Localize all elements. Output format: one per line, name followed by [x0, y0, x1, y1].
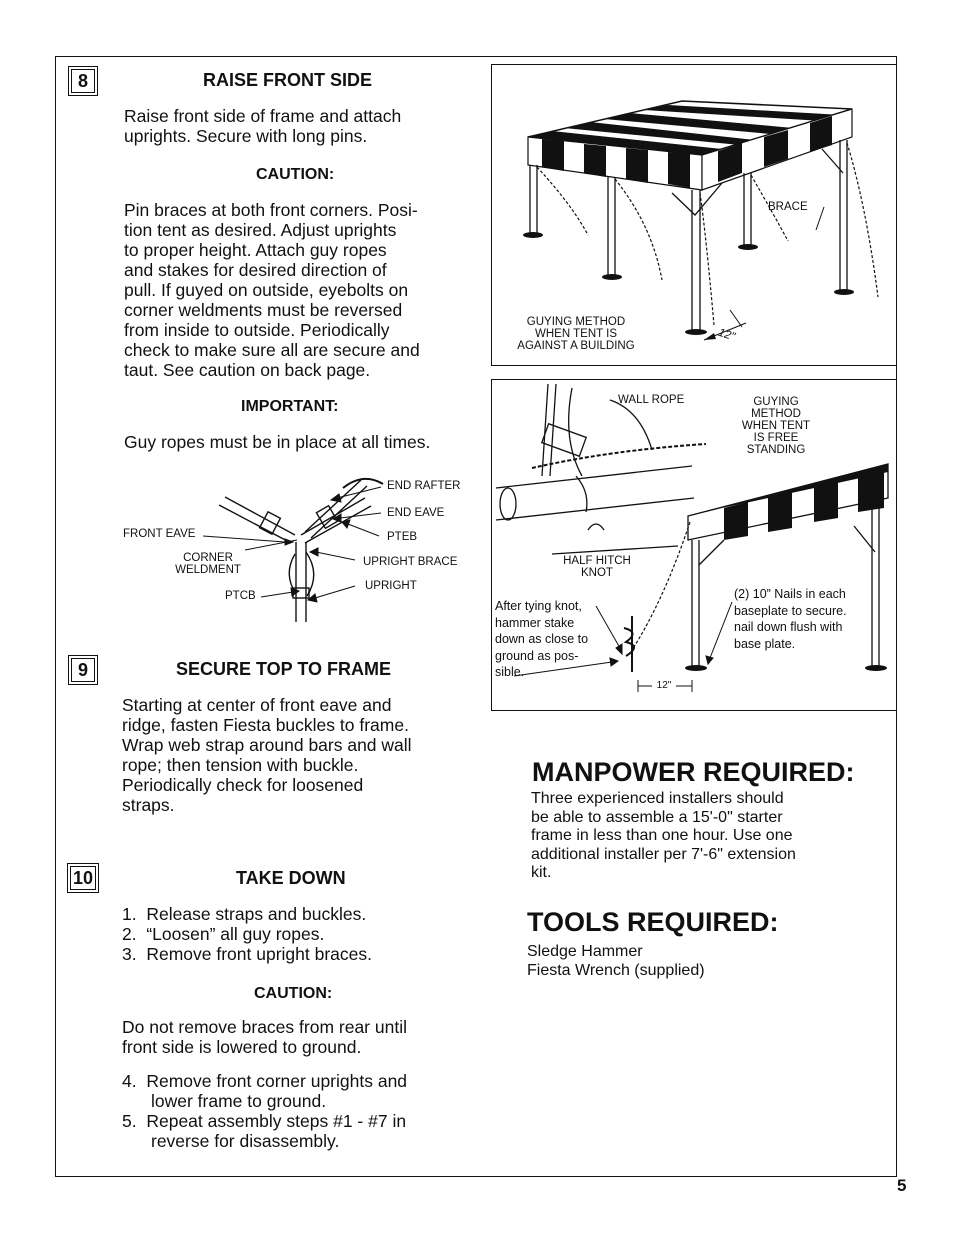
- text-line: Starting at center of front eave and: [122, 695, 392, 715]
- caption-line: IS FREE: [753, 432, 799, 444]
- label-12-inch-free: 12": [652, 680, 676, 692]
- step-8-important-text: Guy ropes must be in place at all times.: [124, 432, 431, 452]
- step-8-intro: [124, 106, 401, 146]
- text-line: from inside to outside. Periodically: [124, 320, 390, 340]
- note-nails: [734, 586, 847, 652]
- note-stake: [495, 598, 588, 681]
- note-line: (2) 10” Nails in each: [734, 587, 846, 601]
- label-brace: BRACE: [768, 201, 808, 213]
- text-line: to proper height. Attach guy ropes: [124, 240, 387, 260]
- label-line: WELDMENT: [175, 564, 241, 576]
- label-upright: UPRIGHT: [365, 580, 417, 592]
- text-line: ridge, fasten Fiesta buckles to frame.: [122, 715, 409, 735]
- text-line: Three experienced installers should: [531, 790, 784, 807]
- step-8-title: RAISE FRONT SIDE: [203, 70, 373, 90]
- text-line: straps.: [122, 795, 175, 815]
- list-text: Remove front upright braces.: [146, 944, 373, 964]
- label-half-hitch-knot: [552, 555, 642, 579]
- label-line: HALF HITCH: [563, 555, 631, 567]
- list-number: 1.: [122, 904, 137, 924]
- caption-line: GUYING METHOD: [526, 316, 626, 328]
- note-line: baseplate to secure.: [734, 603, 847, 618]
- caption-line: WHEN TENT: [741, 420, 811, 432]
- note-line: nail down flush with: [734, 620, 843, 634]
- step-10-caution-text: [122, 1017, 407, 1057]
- tools-title: TOOLS REQUIRED:: [527, 907, 779, 937]
- label-pteb: PTEB: [387, 531, 418, 543]
- caption-free-standing: [730, 396, 822, 456]
- caption-line: STANDING: [746, 444, 806, 456]
- list-text: Remove front corner uprights and: [146, 1071, 408, 1091]
- text-line: Pin braces at both front corners. Posi-: [124, 200, 418, 220]
- label-corner-weldment: [173, 552, 243, 576]
- list-item: [122, 944, 372, 964]
- tool-item: Sledge Hammer: [527, 943, 643, 960]
- text-line: pull. If guyed on outside, eyebolts on: [124, 280, 409, 300]
- list-item: [122, 1111, 407, 1131]
- text-line: Raise front side of frame and attach: [124, 106, 402, 126]
- list-text: “Loosen” all guy ropes.: [146, 924, 325, 944]
- list-number: 4.: [122, 1071, 137, 1091]
- caption-line: WHEN TENT IS: [535, 328, 617, 340]
- label-line: CORNER: [183, 552, 233, 564]
- list-number: 3.: [122, 944, 137, 964]
- step-8-important-title: IMPORTANT:: [241, 398, 339, 415]
- text-line: tion tent as desired. Adjust uprights: [124, 220, 397, 240]
- step-10-list-b: [122, 1071, 407, 1151]
- note-line: base plate.: [734, 636, 796, 651]
- step-10-caution-title: CAUTION:: [254, 985, 333, 1002]
- label-line: KNOT: [581, 567, 613, 579]
- page-number: 5: [897, 1176, 907, 1195]
- step-10-number-box: 10: [67, 863, 99, 893]
- caption-line: GUYING: [753, 396, 799, 408]
- list-item-continued: reverse for disassembly.: [151, 1131, 340, 1151]
- manpower-text: [531, 790, 796, 883]
- tools-list: [527, 943, 705, 980]
- text-line: Periodically check for loosened: [122, 775, 364, 795]
- text-line: be able to assemble a 15'-0" starter: [531, 808, 783, 826]
- label-front-eave: FRONT EAVE: [123, 528, 196, 540]
- text-line: additional installer per 7'-6" extension: [531, 845, 796, 863]
- text-line: check to make sure all are secure and: [124, 340, 420, 360]
- step-9-text: [122, 695, 412, 815]
- list-text: Repeat assembly steps #1 - #7 in: [146, 1111, 407, 1131]
- text-line: rope; then tension with buckle.: [122, 755, 359, 775]
- note-line: sible.: [495, 665, 525, 679]
- figure-guying-free-standing: [491, 379, 897, 711]
- text-line: and stakes for desired direction of: [124, 260, 387, 280]
- manpower-title: MANPOWER REQUIRED:: [532, 757, 855, 787]
- label-ptcb: PTCB: [225, 590, 256, 602]
- corner-weldment-diagram: [115, 470, 485, 630]
- list-item: [122, 924, 372, 944]
- caption-line: METHOD: [751, 408, 801, 420]
- text-line: Wrap web strap around bars and wall: [122, 735, 412, 755]
- figure-guying-against-building: [491, 64, 897, 366]
- label-end-eave: END EAVE: [387, 507, 445, 519]
- list-number: 2.: [122, 924, 137, 944]
- list-item-continued: lower frame to ground.: [151, 1091, 327, 1111]
- step-8-caution-title: CAUTION:: [256, 166, 335, 183]
- corner-frame-drawing: [115, 470, 485, 630]
- tool-item: Fiesta Wrench (supplied): [527, 961, 705, 979]
- step-9-number-box: 9: [68, 655, 98, 685]
- text-line: taut. See caution on back page.: [124, 360, 371, 380]
- list-item: [122, 1071, 407, 1091]
- note-line: After tying knot,: [495, 599, 582, 613]
- label-end-rafter: END RAFTER: [387, 480, 461, 492]
- list-text: Release straps and buckles.: [146, 904, 367, 924]
- text-line: front side is lowered to ground.: [122, 1037, 362, 1057]
- list-number: 5.: [122, 1111, 137, 1131]
- text-line: uprights. Secure with long pins.: [124, 126, 368, 146]
- step-9-title: SECURE TOP TO FRAME: [176, 659, 392, 679]
- step-10-title: TAKE DOWN: [236, 868, 346, 888]
- text-line: kit.: [531, 864, 552, 881]
- label-upright-brace: UPRIGHT BRACE: [363, 556, 458, 568]
- note-line: hammer stake: [495, 615, 575, 630]
- list-item: [122, 904, 372, 924]
- text-line: corner weldments must be reversed: [124, 300, 403, 320]
- label-12-inch: 12": [716, 326, 737, 344]
- step-10-list-a: [122, 904, 372, 964]
- text-line: Do not remove braces from rear until: [122, 1017, 407, 1037]
- step-8-number-box: 8: [68, 66, 98, 96]
- step-8-caution-text: [124, 200, 420, 380]
- label-wall-rope: WALL ROPE: [618, 394, 685, 406]
- caption-against-building: [508, 316, 644, 352]
- caption-line: AGAINST A BUILDING: [517, 340, 635, 352]
- note-line: down as close to: [495, 632, 589, 646]
- text-line: frame in less than one hour. Use one: [531, 827, 793, 844]
- note-line: ground as pos-: [495, 648, 579, 663]
